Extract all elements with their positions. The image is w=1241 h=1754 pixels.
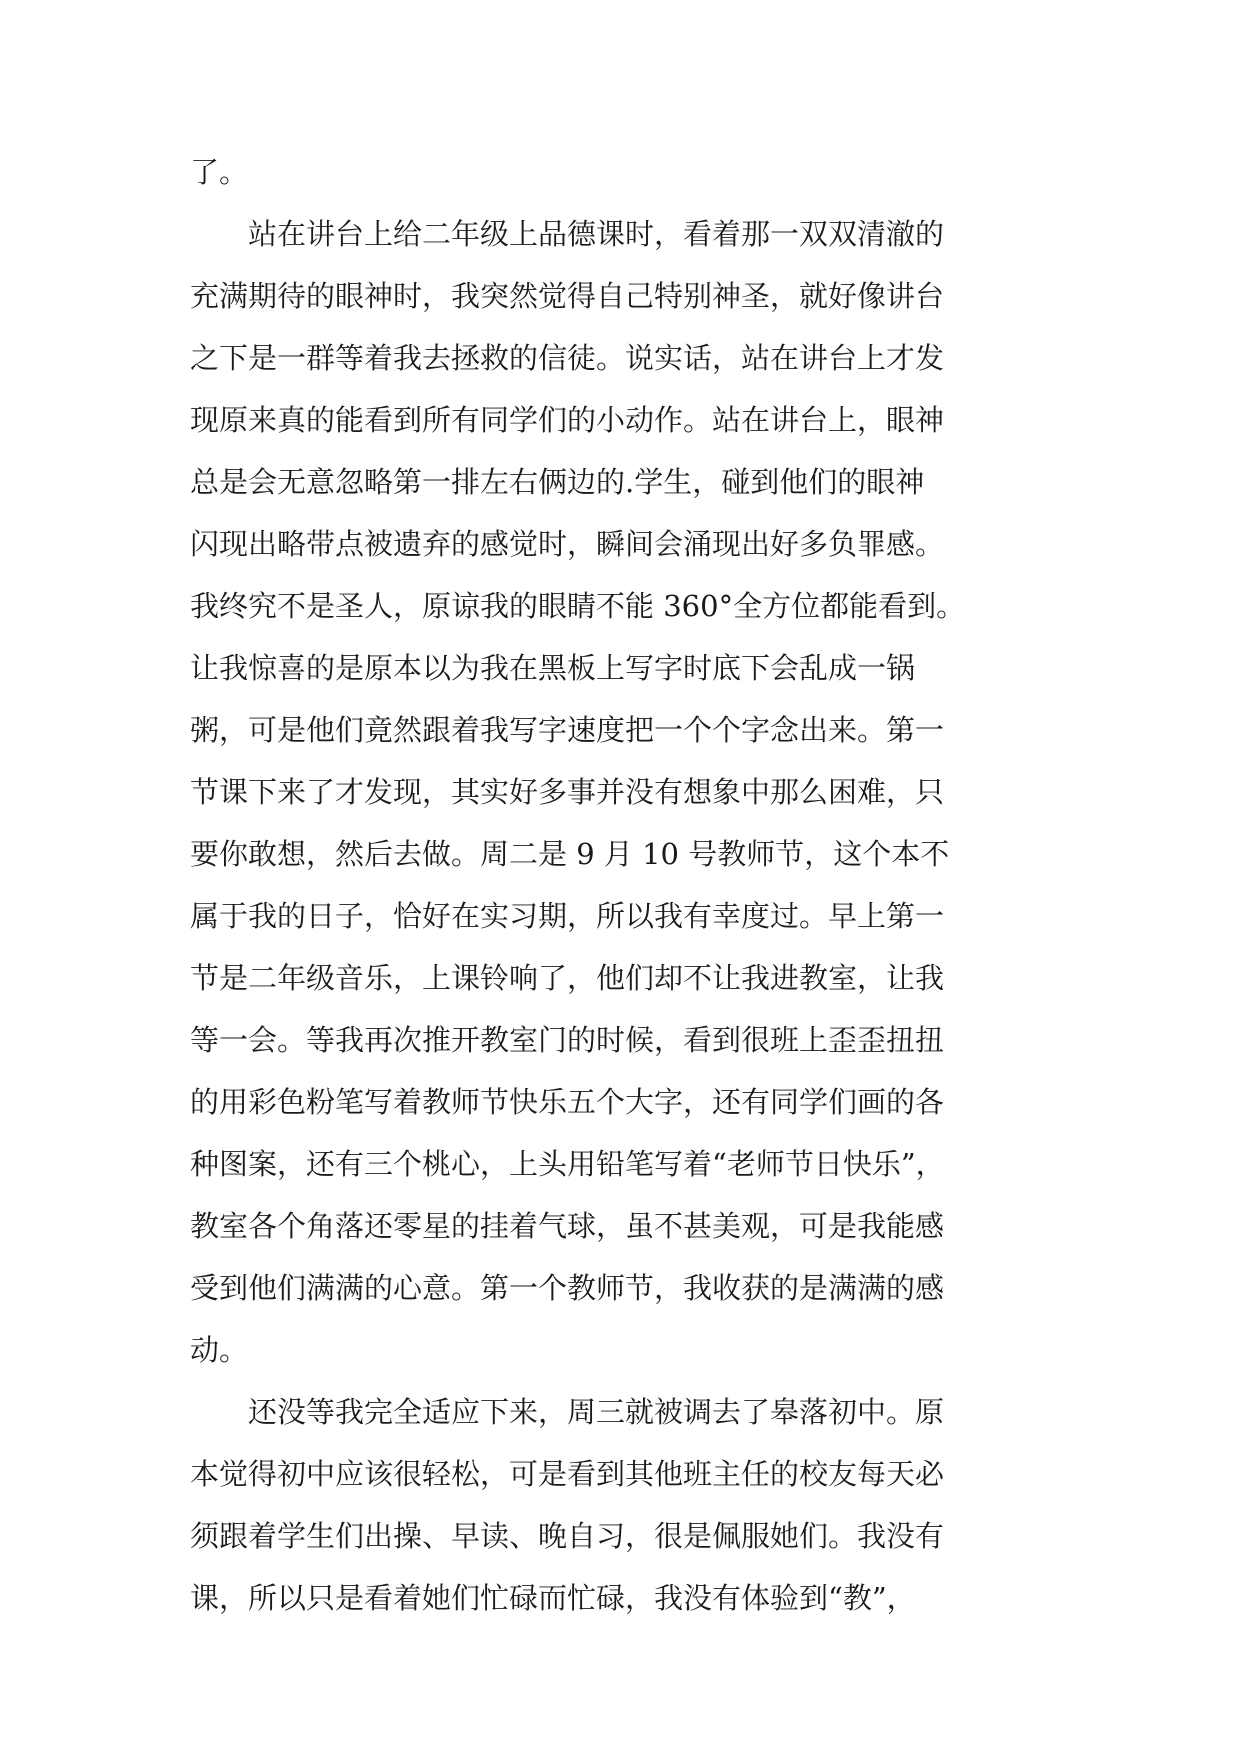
text-line: 总是会无意忽略第一排左右俩边的.学生，碰到他们的眼神 [190, 465, 925, 499]
text-line: 闪现出略带点被遗弃的感觉时，瞬间会涌现出好多负罪感。 [190, 527, 945, 561]
text-line: 动。 [190, 1333, 249, 1367]
text-line: 粥，可是他们竟然跟着我写字速度把一个个字念出来。第一 [190, 713, 945, 747]
text-line: 站在讲台上给二年级上品德课时，看着那一双双清澈的 [190, 217, 945, 251]
text-line: 让我惊喜的是原本以为我在黑板上写字时底下会乱成一锅 [190, 651, 916, 685]
text-line: 我终究不是圣人，原谅我的眼睛不能 360°全方位都能看到。 [190, 589, 966, 623]
text-line: 之下是一群等着我去拯救的信徒。说实话，站在讲台上才发 [190, 341, 945, 375]
text-line: 本觉得初中应该很轻松，可是看到其他班主任的校友每天必 [190, 1457, 945, 1491]
text-line: 种图案，还有三个桃心，上头用铅笔写着“老师节日快乐”， [190, 1147, 945, 1181]
text-line: 受到他们满满的心意。第一个教师节，我收获的是满满的感 [190, 1271, 945, 1305]
text-line: 要你敢想，然后去做。周二是 9 月 10 号教师节，这个本不 [190, 837, 950, 871]
text-line: 充满期待的眼神时，我突然觉得自己特别神圣，就好像讲台 [190, 279, 945, 313]
text-line: 还没等我完全适应下来，周三就被调去了皋落初中。原 [190, 1395, 945, 1429]
text-line: 属于我的日子，恰好在实习期，所以我有幸度过。早上第一 [190, 899, 945, 933]
text-line: 节课下来了才发现，其实好多事并没有想象中那么困难，只 [190, 775, 945, 809]
text-line: 等一会。等我再次推开教室门的时候，看到很班上歪歪扭扭 [190, 1023, 945, 1057]
body-text [190, 153, 1070, 1641]
text-line: 现原来真的能看到所有同学们的小动作。站在讲台上，眼神 [190, 403, 945, 437]
text-line: 课，所以只是看着她们忙碌而忙碌，我没有体验到“教”， [190, 1581, 916, 1615]
text-line: 教室各个角落还零星的挂着气球，虽不甚美观，可是我能感 [190, 1209, 945, 1243]
text-line: 节是二年级音乐，上课铃响了，他们却不让我进教室，让我 [190, 961, 945, 995]
text-line: 的用彩色粉笔写着教师节快乐五个大字，还有同学们画的各 [190, 1085, 945, 1119]
text-line: 了。 [190, 155, 249, 189]
text-line: 须跟着学生们出操、早读、晚自习，很是佩服她们。我没有 [190, 1519, 945, 1553]
